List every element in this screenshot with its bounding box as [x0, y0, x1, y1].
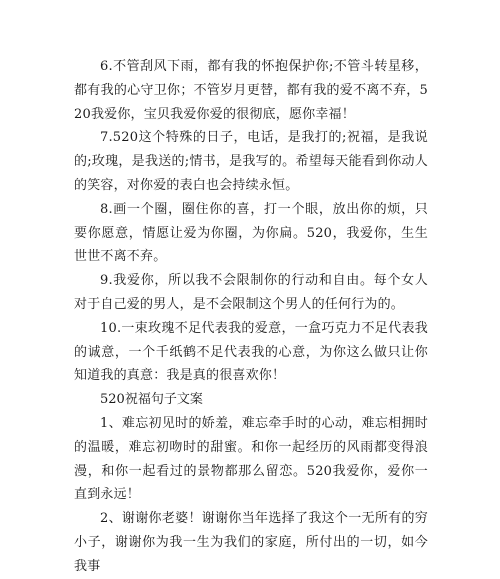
section-paragraph-2: 2、谢谢你老婆！谢谢你当年选择了我这个一无所有的穷小子，谢谢你为我一生为我们的家庭，所付出的一切，如今我事 — [74, 511, 428, 574]
section-heading: 520祝福句子文案 — [100, 392, 203, 408]
paragraph-8: 8.画一个圈，圈住你的喜，打一个眼，放出你的烦，只要你愿意，情愿让爱为你圈，为你扁。520，我爱你，生生世世不离不弃。 — [74, 201, 428, 265]
paragraph-10: 10.一束玫瑰不足代表我的爱意，一盒巧克力不足代表我的诚意，一个千纸鹤不足代表我的心意，为你这么做只让你知道我的真意：我是真的很喜欢你！ — [74, 320, 428, 384]
paragraph-7: 7.520这个特殊的日子，电话，是我打的;祝福，是我说的;玫瑰，是我送的;情书，是我写的。希望每天能看到你动人的笑容，对你爱的表白也会持续永恒。 — [74, 130, 428, 193]
paragraph-9: 9.我爱你，所以我不会限制你的行动和自由。每个女人对于自己爱的男人，是不会限制这个男人的任何行为的。 — [74, 273, 428, 312]
section-paragraph-1: 1、难忘初见时的娇羞，难忘牵手时的心动，难忘相拥时的温暖，难忘初吻时的甜蜜。和你一起经历的风雨都变得浪漫，和你一起看过的景物都那么留恋。520我爱你，爱你一直到永远！ — [74, 415, 428, 503]
paragraph-6: 6.不管刮风下雨，都有我的怀抱保护你;不管斗转星移，都有我的心守卫你；不管岁月更替，都有我的爱不离不弃，520我爱你，宝贝我爱你爱的很彻底，愿你幸福！ — [74, 59, 428, 122]
document-body — [74, 55, 428, 579]
